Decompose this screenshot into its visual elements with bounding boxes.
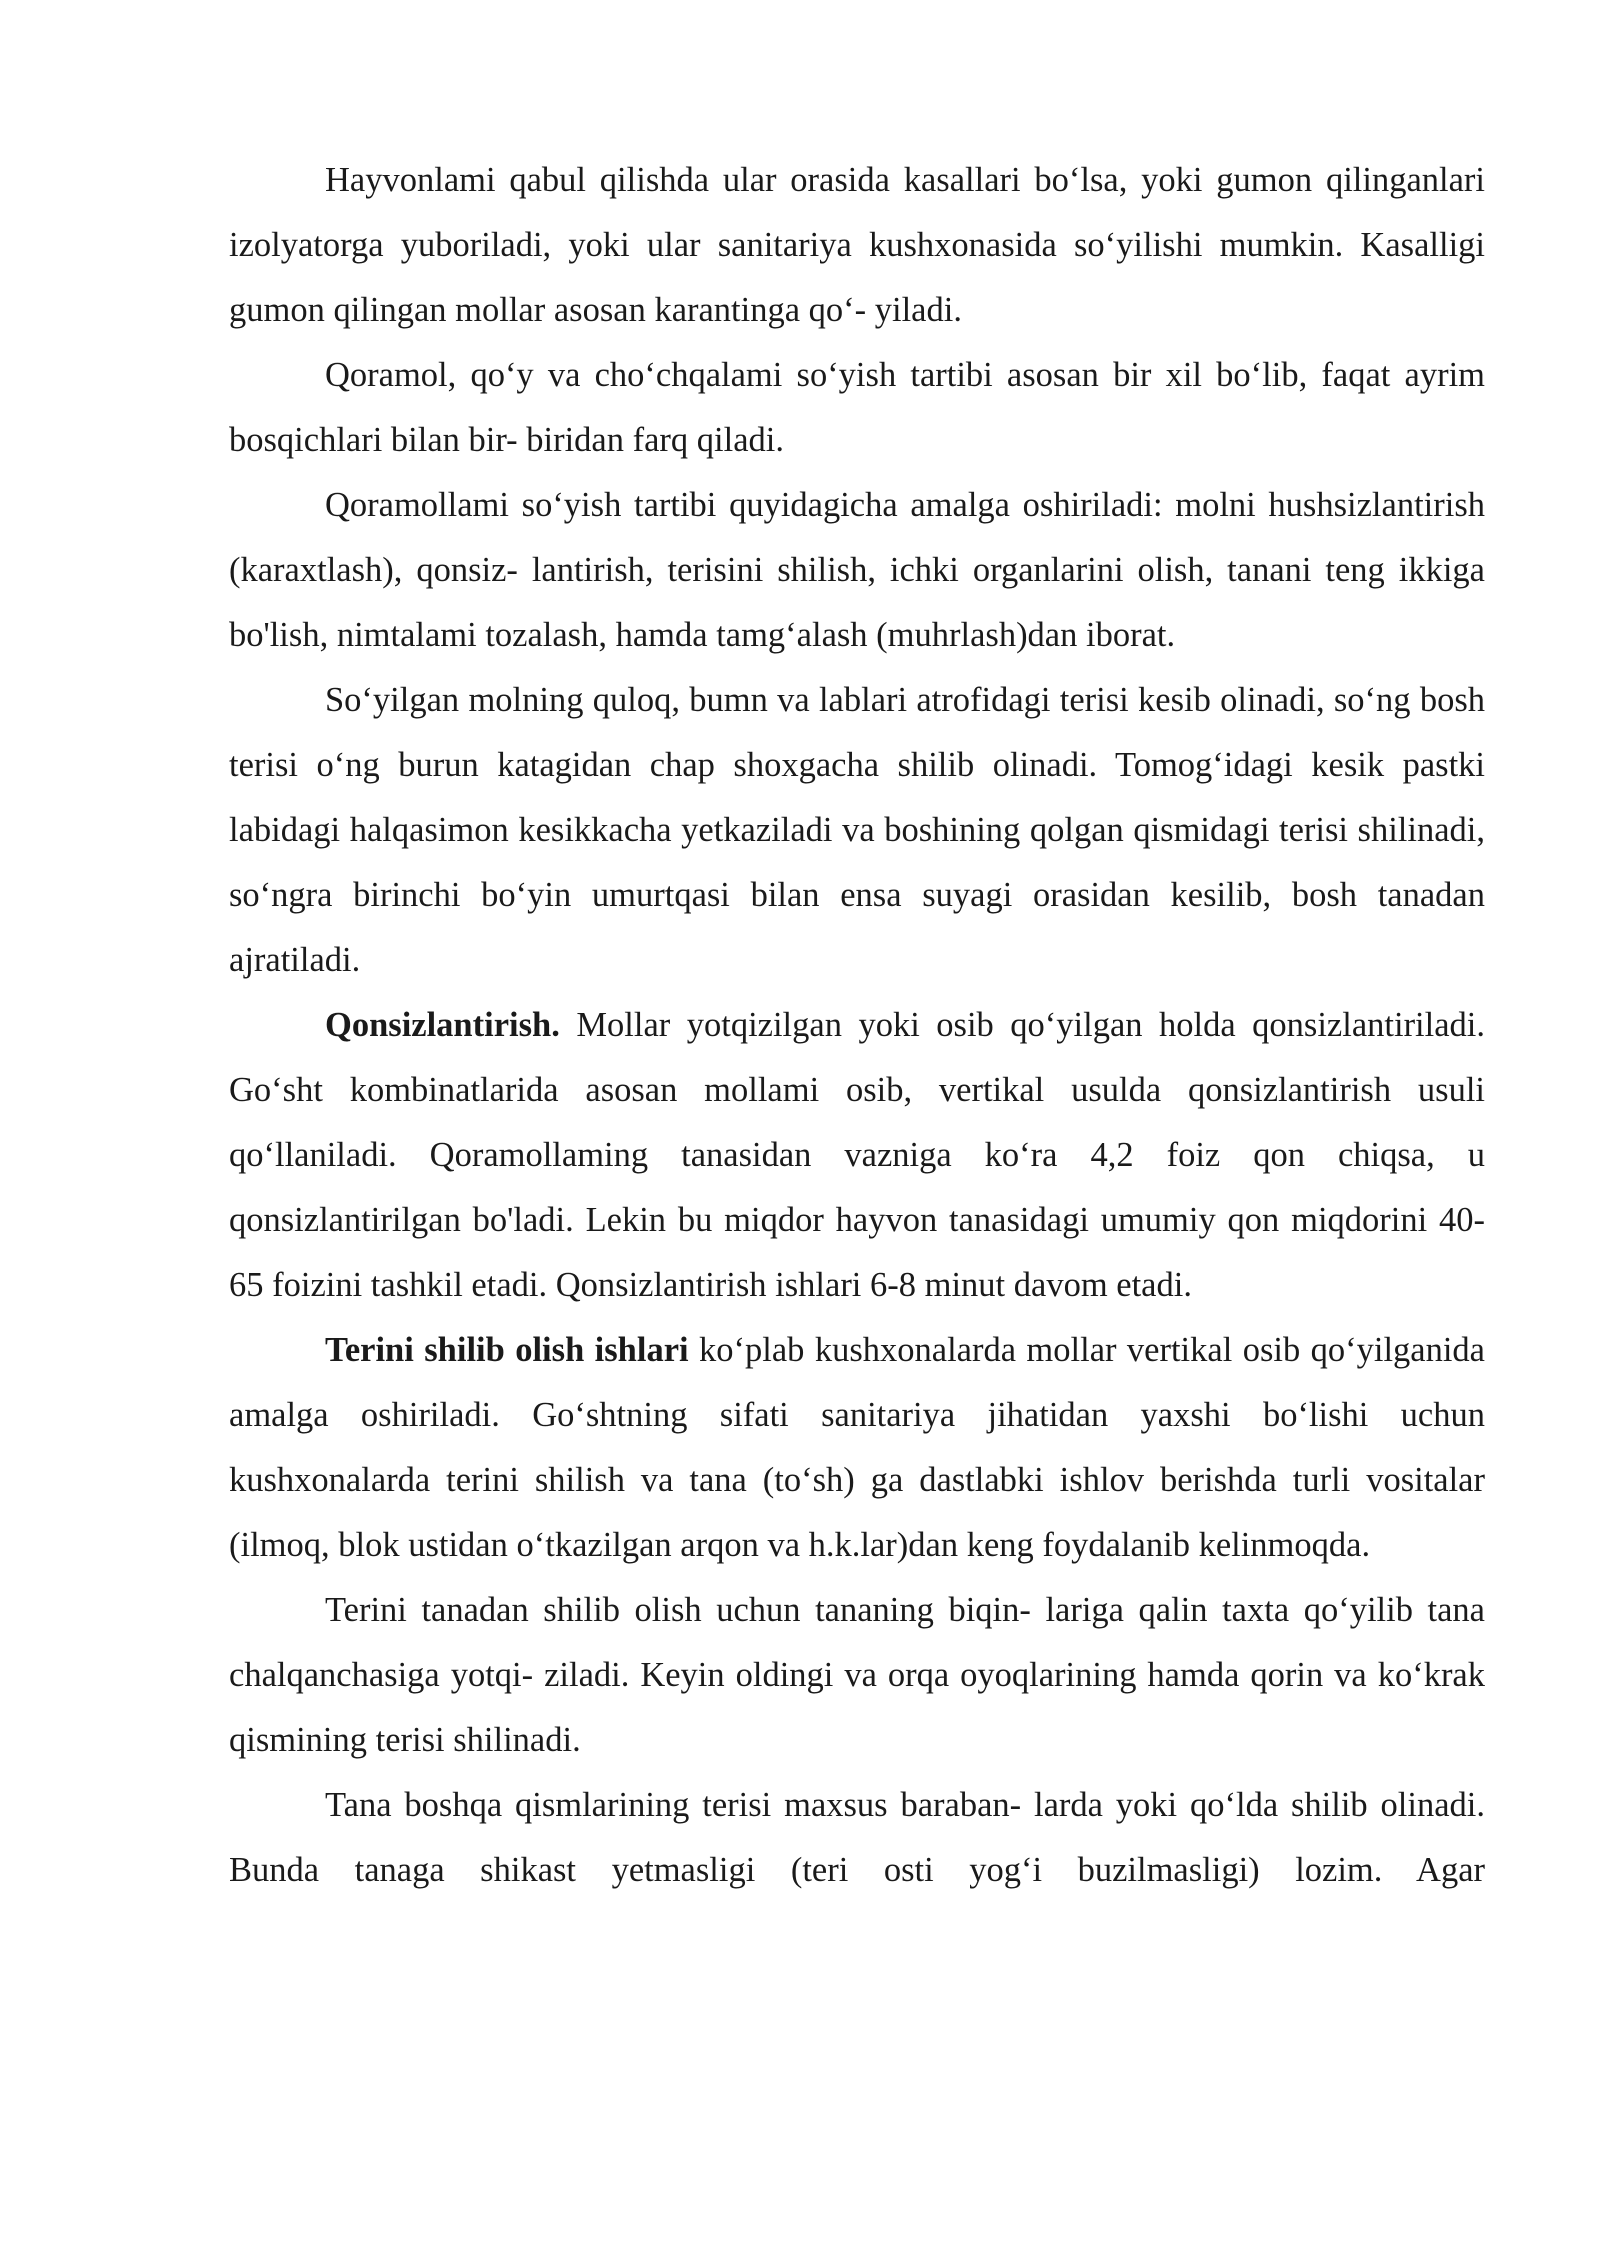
paragraph-text: Tana boshqa qismlarining terisi maxsus baraban- larda yoki qo‘lda shilib olinadi. Bunda tanaga shikast yetmasligi (teri osti yog‘i buzilmasligi) lozim. Agar <box>229 1786 1485 1889</box>
paragraph-quarantine <box>229 148 1485 343</box>
paragraph-head-skinning <box>229 668 1485 993</box>
paragraph-text: Mollar yotqizilgan yoki osib qo‘yilgan holda qonsizlantiriladi. Go‘sht kombinatlarida asosan mollami osib, vertikal usulda qonsizlantirish usuli qo‘llaniladi. Qoramollaming tanasidan vazniga ko‘ra 4,2 foiz qon chiqsa, u qonsizlantirilgan bo'ladi. Lekin bu miqdor hayvon tanasidagi umumiy qon miqdorini 40-65 foizini tashkil etadi. Qonsizlantirish ishlari 6-8 minut davom etadi. <box>229 1006 1485 1304</box>
paragraph-text: Hayvonlami qabul qilishda ular orasida kasallari bo‘lsa, yoki gumon qilinganlari izolyatorga yuboriladi, yoki ular sanitariya kushxonasida so‘yilishi mumkin. Kasalligi gumon qilingan mollar asosan karantinga qo‘- yiladi. <box>229 161 1485 329</box>
paragraph-text: Qoramol, qo‘y va cho‘chqalami so‘yish tartibi asosan bir xil bo‘lib, faqat ayrim bosqichlari bilan bir- biridan farq qiladi. <box>229 356 1485 459</box>
paragraph-hide-removal <box>229 1318 1485 1578</box>
paragraph-cattle-steps <box>229 473 1485 668</box>
paragraph-bleeding <box>229 993 1485 1318</box>
paragraph-text: ko‘plab kushxonalarda mollar vertikal osib qo‘yilganida amalga oshiriladi. Go‘shtning sifati sanitariya jihatidan yaxshi bo‘lishi uchun kushxonalarda terini shilish va tana (to‘sh) ga dastlabki ishlov berishda turli vositalar (ilmoq, blok ustidan o‘tkazilgan arqon va h.k.lar)dan keng foydalanib kelinmoqda. <box>229 1331 1485 1564</box>
paragraph-heading: Terini shilib olish ishlari <box>325 1331 689 1369</box>
paragraph-carcass-positioning <box>229 1578 1485 1773</box>
document-body <box>229 148 1485 1903</box>
paragraph-slaughter-order <box>229 343 1485 473</box>
paragraph-drum-skinning <box>229 1773 1485 1903</box>
paragraph-heading: Qonsizlantirish. <box>325 1006 560 1044</box>
paragraph-text: Qoramollami so‘yish tartibi quyidagicha amalga oshiriladi: molni hushsizlantirish (karaxtlash), qonsiz- lantirish, terisini shilish, ichki organlarini olish, tanani teng ikkiga bo'lish, nimtalami tozalash, hamda tamg‘alash (muhrlash)dan iborat. <box>229 486 1485 654</box>
paragraph-text: So‘yilgan molning quloq, bumn va lablari atrofidagi terisi kesib olinadi, so‘ng bosh terisi o‘ng burun katagidan chap shoxgacha shilib olinadi. Tomog‘idagi kesik pastki labidagi halqasimon kesikkacha yetkaziladi va boshining qolgan qismidagi terisi shilinadi, so‘ngra birinchi bo‘yin umurtqasi bilan ensa suyagi orasidan kesilib, bosh tanadan ajratiladi. <box>229 681 1485 979</box>
paragraph-text: Terini tanadan shilib olish uchun tananing biqin- lariga qalin taxta qo‘yilib tana chalqanchasiga yotqi- ziladi. Keyin oldingi va orqa oyoqlarining hamda qorin va ko‘krak qismining terisi shilinadi. <box>229 1591 1485 1759</box>
